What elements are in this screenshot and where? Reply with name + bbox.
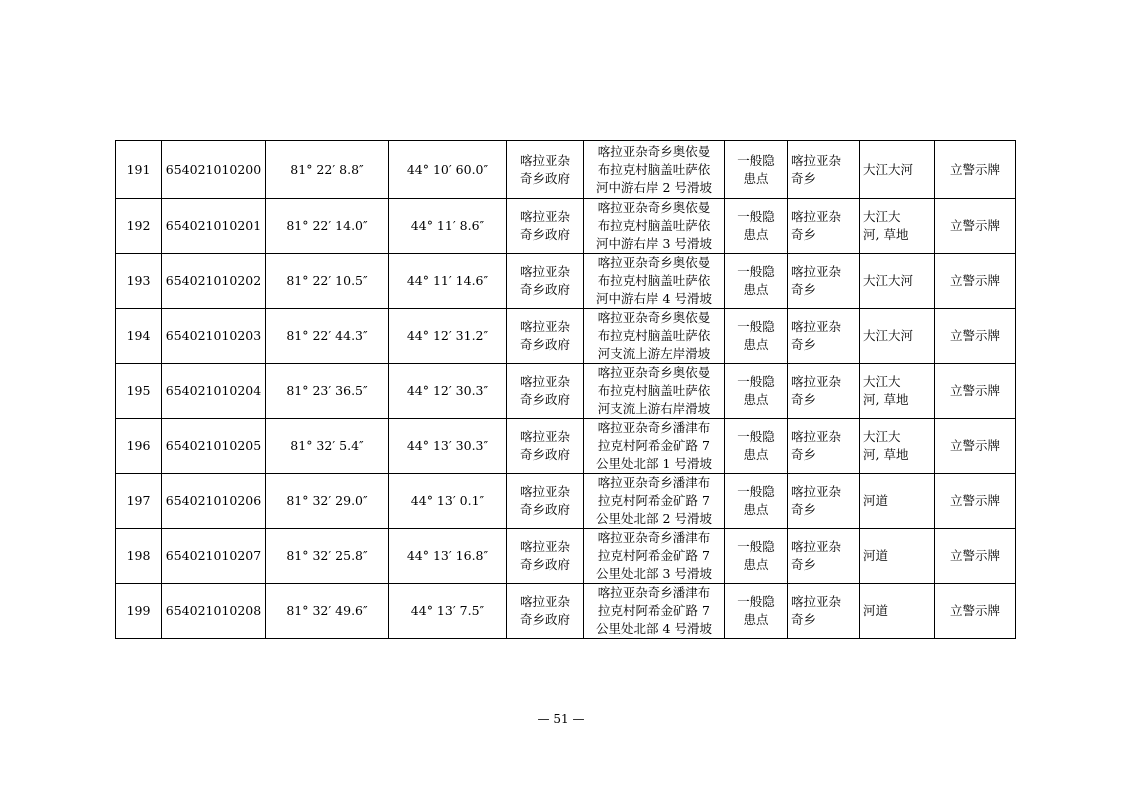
cell-hazard-level <box>725 364 788 419</box>
cell-hazard-level-line: 一般隐 <box>737 594 775 609</box>
cell-hazard-level-line: 一般隐 <box>737 429 775 444</box>
cell-measure: 立警示牌 <box>935 584 1016 639</box>
cell-latitude: 44° 12′ 31.2″ <box>389 309 507 364</box>
table-row <box>116 419 1016 474</box>
cell-threat-object-line: 大江大 <box>863 209 901 224</box>
cell-location <box>584 254 725 309</box>
cell-threat-object-line: 河道 <box>863 548 889 563</box>
cell-measure: 立警示牌 <box>935 254 1016 309</box>
cell-location-line: 拉克村阿希金矿路 7 <box>598 493 710 508</box>
cell-threat-object-line: 大江大河 <box>863 273 914 288</box>
cell-township-line: 奇乡 <box>791 337 817 352</box>
cell-hazard-level-line: 患点 <box>743 502 769 517</box>
cell-threat-object <box>860 141 935 199</box>
cell-hazard-level-line: 患点 <box>743 392 769 407</box>
cell-location <box>584 419 725 474</box>
cell-responsible-org-line: 奇乡政府 <box>519 227 570 242</box>
cell-township-line: 喀拉亚杂 <box>791 264 842 279</box>
cell-location-line: 喀拉亚杂奇乡潘津布 <box>597 585 711 600</box>
cell-longitude: 81° 22′ 8.8″ <box>266 141 389 199</box>
cell-location-line: 拉克村阿希金矿路 7 <box>598 438 710 453</box>
cell-responsible-org <box>507 419 584 474</box>
cell-location-line: 布拉克村脑盖吐萨依 <box>597 383 711 398</box>
cell-hazard-level <box>725 199 788 254</box>
cell-hazard-level <box>725 584 788 639</box>
cell-measure: 立警示牌 <box>935 364 1016 419</box>
cell-location-line: 河中游右岸 4 号滑坡 <box>596 291 712 306</box>
cell-number: 198 <box>116 529 162 584</box>
cell-latitude: 44° 11′ 14.6″ <box>389 254 507 309</box>
cell-responsible-org <box>507 254 584 309</box>
cell-threat-object <box>860 199 935 254</box>
cell-location-line: 喀拉亚杂奇乡潘津布 <box>597 420 711 435</box>
cell-location-line: 喀拉亚杂奇乡奥依曼 <box>597 143 711 159</box>
cell-number: 191 <box>116 141 162 199</box>
cell-responsible-org-line: 喀拉亚杂 <box>519 539 570 554</box>
cell-code: 654021010208 <box>162 584 266 639</box>
cell-hazard-level <box>725 141 788 199</box>
cell-threat-object-line: 大江大 <box>863 374 901 389</box>
cell-location-line: 布拉克村脑盖吐萨依 <box>597 273 711 288</box>
cell-location-line: 河中游右岸 2 号滑坡 <box>596 179 712 195</box>
cell-township-line: 奇乡 <box>791 447 817 462</box>
cell-location-line: 河支流上游左岸滑坡 <box>597 346 711 361</box>
cell-township <box>788 141 860 199</box>
cell-location-line: 喀拉亚杂奇乡潘津布 <box>597 530 711 545</box>
cell-latitude: 44° 13′ 0.1″ <box>389 474 507 529</box>
cell-code: 654021010200 <box>162 141 266 199</box>
cell-responsible-org-line: 喀拉亚杂 <box>519 374 570 389</box>
cell-township-line: 奇乡 <box>791 282 817 297</box>
table-row <box>116 474 1016 529</box>
cell-measure: 立警示牌 <box>935 529 1016 584</box>
cell-longitude: 81° 32′ 29.0″ <box>266 474 389 529</box>
table-row <box>116 364 1016 419</box>
cell-responsible-org-line: 喀拉亚杂 <box>519 594 570 609</box>
table-row <box>116 141 1016 199</box>
cell-number: 195 <box>116 364 162 419</box>
cell-responsible-org <box>507 529 584 584</box>
cell-number: 192 <box>116 199 162 254</box>
cell-hazard-level-line: 一般隐 <box>737 539 775 554</box>
cell-township-line: 喀拉亚杂 <box>791 152 842 168</box>
cell-hazard-level-line: 一般隐 <box>737 152 775 168</box>
cell-latitude: 44° 11′ 8.6″ <box>389 199 507 254</box>
cell-threat-object-line: 大江大河 <box>863 328 914 343</box>
cell-township <box>788 254 860 309</box>
cell-township <box>788 584 860 639</box>
cell-code: 654021010207 <box>162 529 266 584</box>
cell-township-line: 喀拉亚杂 <box>791 319 842 334</box>
cell-threat-object-line: 大江大河 <box>863 161 914 177</box>
cell-longitude: 81° 32′ 49.6″ <box>266 584 389 639</box>
cell-hazard-level-line: 一般隐 <box>737 264 775 279</box>
cell-location-line: 公里处北部 1 号滑坡 <box>596 456 712 471</box>
cell-location-line: 喀拉亚杂奇乡奥依曼 <box>597 200 711 215</box>
cell-code: 654021010204 <box>162 364 266 419</box>
cell-township-line: 奇乡 <box>791 227 817 242</box>
cell-responsible-org <box>507 309 584 364</box>
cell-threat-object <box>860 419 935 474</box>
cell-longitude: 81° 23′ 36.5″ <box>266 364 389 419</box>
hazard-table <box>115 140 1016 639</box>
cell-threat-object <box>860 309 935 364</box>
cell-township-line: 喀拉亚杂 <box>791 429 842 444</box>
cell-hazard-level <box>725 419 788 474</box>
cell-location-line: 拉克村阿希金矿路 7 <box>598 548 710 563</box>
cell-township-line: 喀拉亚杂 <box>791 374 842 389</box>
cell-responsible-org-line: 喀拉亚杂 <box>519 484 570 499</box>
cell-code: 654021010203 <box>162 309 266 364</box>
cell-responsible-org-line: 奇乡政府 <box>519 392 570 407</box>
cell-hazard-level-line: 患点 <box>743 282 769 297</box>
page-number: — 51 — <box>537 712 585 726</box>
cell-hazard-level-line: 患点 <box>743 612 769 627</box>
cell-township-line: 奇乡 <box>791 392 817 407</box>
cell-location-line: 喀拉亚杂奇乡奥依曼 <box>597 365 711 380</box>
cell-location <box>584 474 725 529</box>
cell-township-line: 喀拉亚杂 <box>791 484 842 499</box>
cell-hazard-level-line: 患点 <box>743 227 769 242</box>
cell-latitude: 44° 12′ 30.3″ <box>389 364 507 419</box>
table-row <box>116 529 1016 584</box>
cell-township <box>788 364 860 419</box>
cell-responsible-org <box>507 141 584 199</box>
cell-location-line: 拉克村阿希金矿路 7 <box>598 603 710 618</box>
cell-location-line: 布拉克村脑盖吐萨依 <box>597 161 711 177</box>
table-row <box>116 309 1016 364</box>
cell-responsible-org <box>507 199 584 254</box>
cell-number: 194 <box>116 309 162 364</box>
cell-threat-object-line: 河, 草地 <box>863 447 909 462</box>
cell-responsible-org-line: 奇乡政府 <box>519 282 570 297</box>
cell-responsible-org-line: 奇乡政府 <box>519 612 570 627</box>
cell-hazard-level <box>725 254 788 309</box>
cell-location <box>584 309 725 364</box>
cell-measure: 立警示牌 <box>935 419 1016 474</box>
cell-township-line: 奇乡 <box>791 612 817 627</box>
cell-location <box>584 199 725 254</box>
cell-location-line: 公里处北部 3 号滑坡 <box>596 566 712 581</box>
cell-measure: 立警示牌 <box>935 309 1016 364</box>
table-row <box>116 254 1016 309</box>
cell-responsible-org-line: 奇乡政府 <box>519 502 570 517</box>
cell-township-line: 喀拉亚杂 <box>791 594 842 609</box>
cell-hazard-level-line: 患点 <box>743 557 769 572</box>
cell-township-line: 喀拉亚杂 <box>791 209 842 224</box>
cell-longitude: 81° 32′ 5.4″ <box>266 419 389 474</box>
cell-location <box>584 141 725 199</box>
cell-threat-object <box>860 364 935 419</box>
cell-hazard-level <box>725 309 788 364</box>
cell-hazard-level-line: 一般隐 <box>737 209 775 224</box>
cell-hazard-level <box>725 529 788 584</box>
cell-hazard-level-line: 患点 <box>743 170 769 186</box>
cell-code: 654021010205 <box>162 419 266 474</box>
cell-township <box>788 309 860 364</box>
cell-responsible-org-line: 喀拉亚杂 <box>519 264 570 279</box>
cell-hazard-level-line: 患点 <box>743 447 769 462</box>
cell-number: 196 <box>116 419 162 474</box>
cell-measure: 立警示牌 <box>935 199 1016 254</box>
cell-township-line: 喀拉亚杂 <box>791 539 842 554</box>
cell-threat-object <box>860 474 935 529</box>
cell-responsible-org-line: 喀拉亚杂 <box>519 429 570 444</box>
cell-township <box>788 529 860 584</box>
cell-township <box>788 419 860 474</box>
cell-responsible-org-line: 奇乡政府 <box>519 447 570 462</box>
cell-latitude: 44° 10′ 60.0″ <box>389 141 507 199</box>
cell-threat-object <box>860 584 935 639</box>
cell-threat-object <box>860 254 935 309</box>
cell-township <box>788 474 860 529</box>
cell-township-line: 奇乡 <box>791 557 817 572</box>
cell-longitude: 81° 22′ 10.5″ <box>266 254 389 309</box>
cell-responsible-org <box>507 584 584 639</box>
table-row <box>116 199 1016 254</box>
cell-responsible-org-line: 喀拉亚杂 <box>519 209 570 224</box>
cell-code: 654021010206 <box>162 474 266 529</box>
cell-location <box>584 584 725 639</box>
cell-location-line: 公里处北部 2 号滑坡 <box>596 511 712 526</box>
cell-threat-object <box>860 529 935 584</box>
cell-latitude: 44° 13′ 7.5″ <box>389 584 507 639</box>
cell-location-line: 喀拉亚杂奇乡潘津布 <box>597 475 711 490</box>
cell-responsible-org-line: 奇乡政府 <box>519 337 570 352</box>
cell-location-line: 喀拉亚杂奇乡奥依曼 <box>597 255 711 270</box>
cell-threat-object-line: 河, 草地 <box>863 392 909 407</box>
cell-township-line: 奇乡 <box>791 502 817 517</box>
cell-location <box>584 529 725 584</box>
cell-measure: 立警示牌 <box>935 141 1016 199</box>
cell-longitude: 81° 32′ 25.8″ <box>266 529 389 584</box>
cell-responsible-org <box>507 474 584 529</box>
cell-threat-object-line: 河道 <box>863 493 889 508</box>
cell-responsible-org-line: 喀拉亚杂 <box>519 319 570 334</box>
cell-responsible-org-line: 喀拉亚杂 <box>519 152 570 168</box>
cell-township-line: 奇乡 <box>791 170 817 186</box>
cell-hazard-level-line: 一般隐 <box>737 374 775 389</box>
cell-hazard-level-line: 患点 <box>743 337 769 352</box>
cell-number: 193 <box>116 254 162 309</box>
cell-longitude: 81° 22′ 44.3″ <box>266 309 389 364</box>
cell-threat-object-line: 河道 <box>863 603 889 618</box>
cell-code: 654021010202 <box>162 254 266 309</box>
cell-location-line: 河支流上游右岸滑坡 <box>597 401 711 416</box>
cell-location-line: 河中游右岸 3 号滑坡 <box>596 236 712 251</box>
cell-hazard-level-line: 一般隐 <box>737 484 775 499</box>
cell-location <box>584 364 725 419</box>
cell-township <box>788 199 860 254</box>
cell-threat-object-line: 大江大 <box>863 429 901 444</box>
cell-responsible-org <box>507 364 584 419</box>
cell-code: 654021010201 <box>162 199 266 254</box>
cell-location-line: 公里处北部 4 号滑坡 <box>596 621 712 636</box>
table-row <box>116 584 1016 639</box>
cell-number: 197 <box>116 474 162 529</box>
cell-hazard-level-line: 一般隐 <box>737 319 775 334</box>
cell-threat-object-line: 河, 草地 <box>863 227 909 242</box>
cell-hazard-level <box>725 474 788 529</box>
table-body <box>116 141 1016 639</box>
cell-latitude: 44° 13′ 30.3″ <box>389 419 507 474</box>
cell-number: 199 <box>116 584 162 639</box>
cell-location-line: 布拉克村脑盖吐萨依 <box>597 328 711 343</box>
cell-responsible-org-line: 奇乡政府 <box>519 557 570 572</box>
cell-measure: 立警示牌 <box>935 474 1016 529</box>
cell-longitude: 81° 22′ 14.0″ <box>266 199 389 254</box>
cell-latitude: 44° 13′ 16.8″ <box>389 529 507 584</box>
cell-location-line: 布拉克村脑盖吐萨依 <box>597 218 711 233</box>
cell-location-line: 喀拉亚杂奇乡奥依曼 <box>597 310 711 325</box>
cell-responsible-org-line: 奇乡政府 <box>519 170 570 186</box>
